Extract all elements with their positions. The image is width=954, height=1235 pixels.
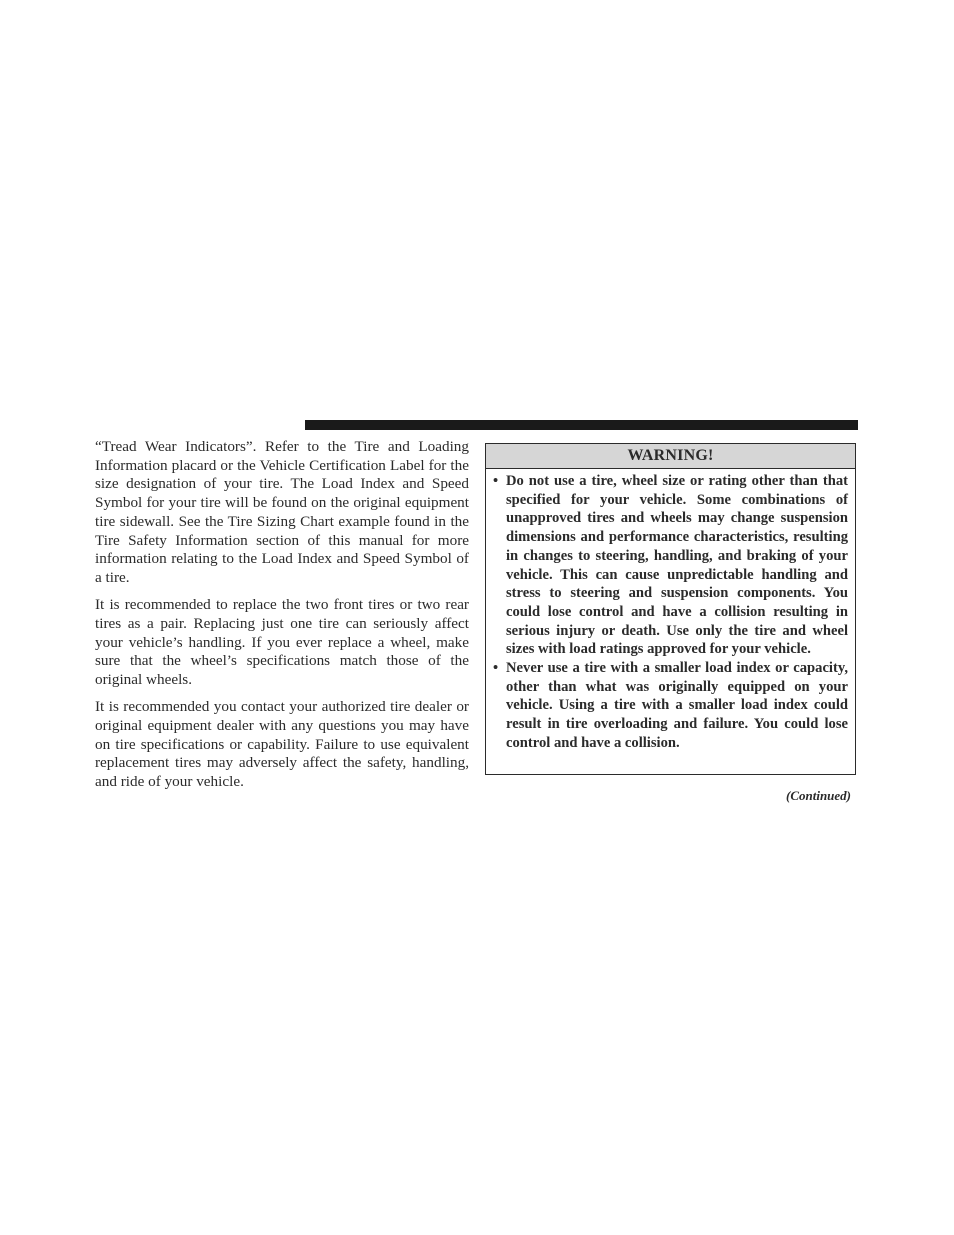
warning-title: WARNING! (486, 444, 855, 469)
body-paragraph: It is recommended you contact your authorized tire dealer or original equipment dealer with any questions you may have on tire specifications or capability. Failure to use equivalent replacement tires may adversely affect the safety, handling, and ride of your vehicle. (95, 698, 469, 790)
body-paragraph: It is recommended to replace the two front tires or two rear tires as a pair. Replacing just one tire can seriously affect your vehicle’s handling. If you ever replace a wheel, make sure that the wheel’s specifications match those of the original wheels. (95, 596, 469, 688)
warning-list (486, 469, 855, 753)
section-header-bar (305, 420, 858, 430)
body-text-column (95, 438, 469, 800)
warning-item (492, 659, 848, 753)
warning-box (485, 443, 856, 775)
warning-item (492, 472, 848, 659)
bullet-icon: • (493, 660, 499, 677)
continued-label: (Continued) (785, 788, 851, 803)
bullet-icon: • (493, 473, 499, 489)
warning-item-text: Do not use a tire, wheel size or rating other than that specified for your vehicle. Some combinations of unapproved tires and wheels may change suspension dimensions and performance characteristics, resulting in changes to steering, handling, and braking of your vehicle. This can cause unpredictable handling and stress to steering and suspension components. You could lose control and have a collision resulting in serious injury or death. Use only the tire and wheel sizes with load ratings approved for your vehicle. (506, 473, 848, 658)
warning-item-text: Never use a tire with a smaller load index or capacity, other than what was originally equipped on your vehicle. Using a tire with a smaller load index could result in tire overloading and failure. You could lose control and have a collision. (506, 660, 848, 751)
body-paragraph: “Tread Wear Indicators”. Refer to the Tire and Loading Information placard or the Vehicle Certification Label for the size designation of your tire. The Load Index and Speed Symbol for your tire will be found on the original equipment tire sidewall. See the Tire Sizing Chart example found in the Tire Safety Information section of this manual for more information relating to the Load Index and Speed Symbol of a tire. (95, 438, 469, 586)
